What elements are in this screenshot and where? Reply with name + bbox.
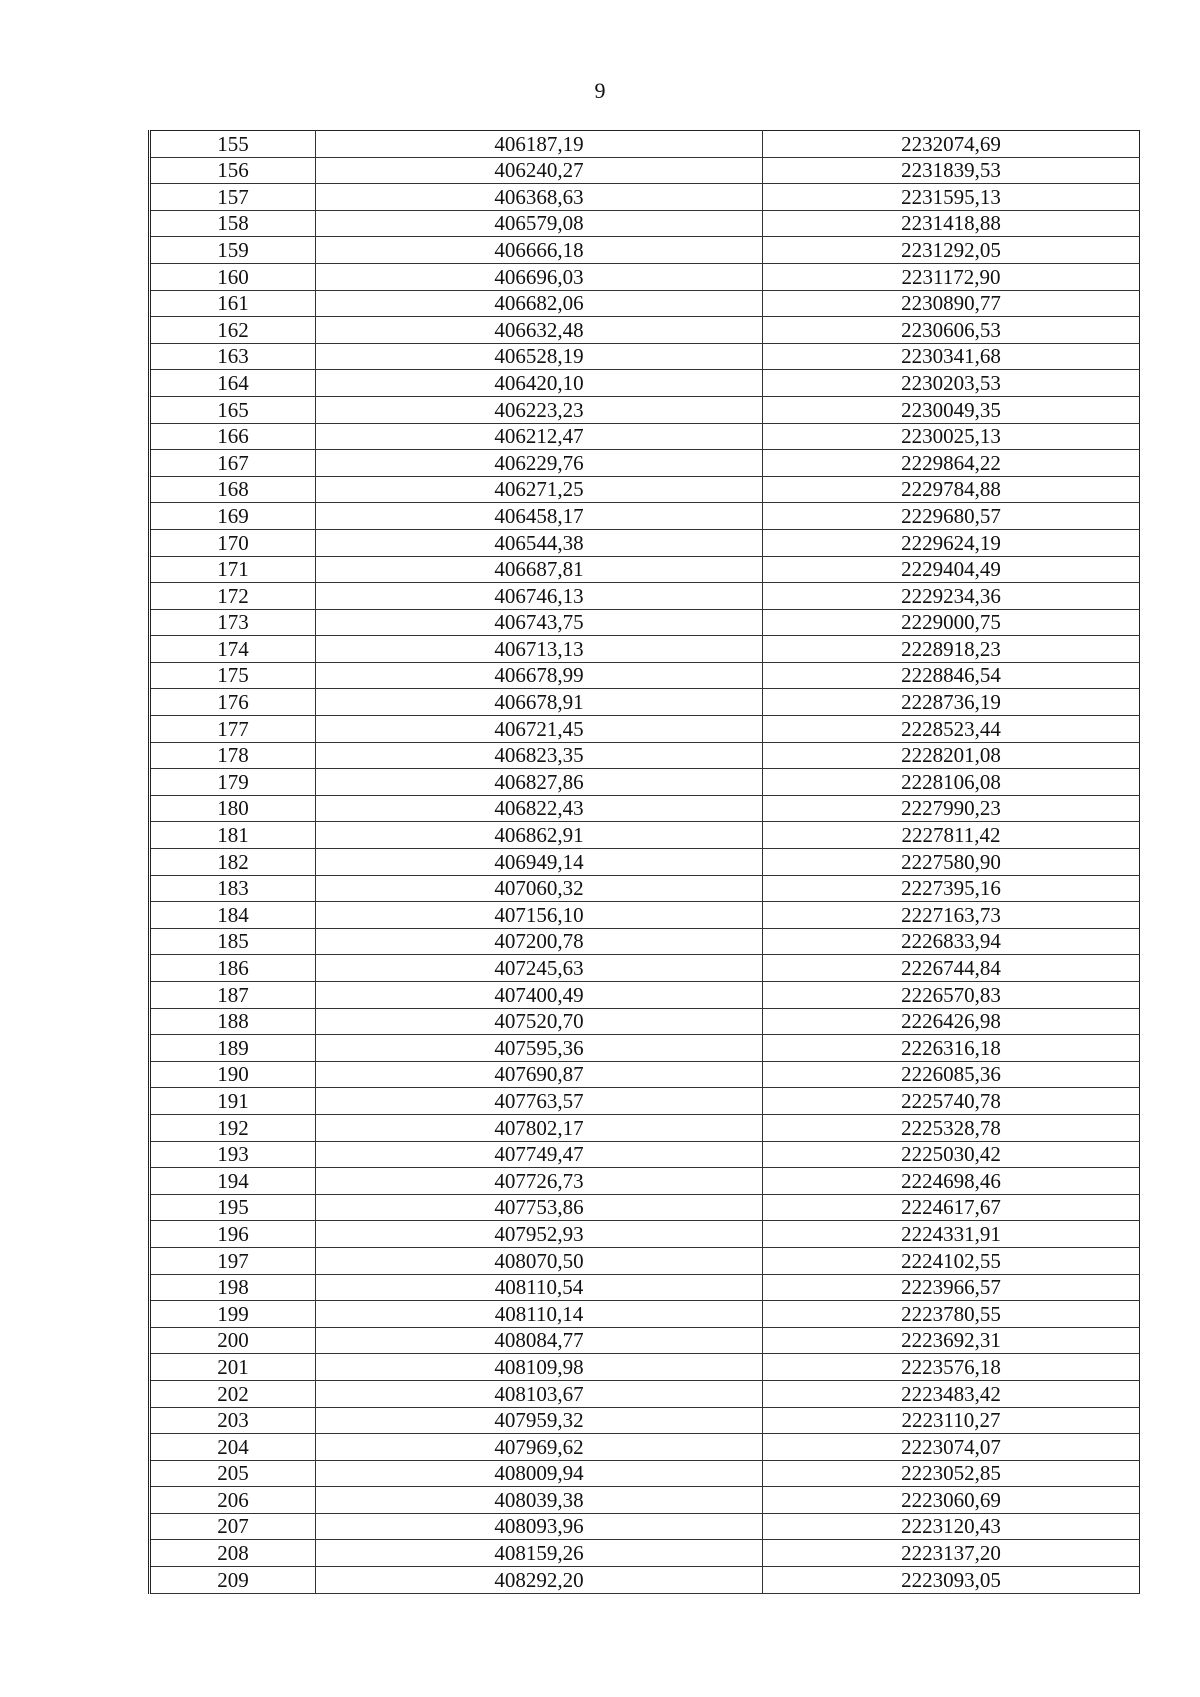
x-coordinate-cell: 407726,73	[316, 1168, 763, 1195]
point-number-cell: 203	[150, 1407, 316, 1434]
x-coordinate-cell: 406212,47	[316, 423, 763, 450]
point-number-cell: 169	[150, 503, 316, 530]
y-coordinate-cell: 2231172,90	[763, 263, 1140, 290]
coordinates-table	[148, 130, 1140, 1594]
y-coordinate-cell: 2223692,31	[763, 1327, 1140, 1354]
point-number-cell: 196	[150, 1221, 316, 1248]
point-number-cell: 158	[150, 210, 316, 237]
point-number-cell: 209	[150, 1567, 316, 1594]
x-coordinate-cell: 406746,13	[316, 583, 763, 610]
y-coordinate-cell: 2223780,55	[763, 1301, 1140, 1328]
point-number-cell: 156	[150, 157, 316, 184]
point-number-cell: 185	[150, 928, 316, 955]
point-number-cell: 179	[150, 769, 316, 796]
point-number-cell: 199	[150, 1301, 316, 1328]
point-number-cell: 186	[150, 955, 316, 982]
table-row	[150, 423, 1140, 450]
table-row	[150, 769, 1140, 796]
x-coordinate-cell: 406682,06	[316, 290, 763, 317]
table-row	[150, 263, 1140, 290]
x-coordinate-cell: 406632,48	[316, 317, 763, 344]
x-coordinate-cell: 406823,35	[316, 742, 763, 769]
table-row	[150, 1247, 1140, 1274]
table-row	[150, 1407, 1140, 1434]
table-row	[150, 290, 1140, 317]
table-row	[150, 396, 1140, 423]
x-coordinate-cell: 406420,10	[316, 370, 763, 397]
y-coordinate-cell: 2226744,84	[763, 955, 1140, 982]
x-coordinate-cell: 406822,43	[316, 795, 763, 822]
table-row	[150, 370, 1140, 397]
y-coordinate-cell: 2223483,42	[763, 1380, 1140, 1407]
point-number-cell: 204	[150, 1434, 316, 1461]
x-coordinate-cell: 406678,99	[316, 662, 763, 689]
point-number-cell: 192	[150, 1114, 316, 1141]
y-coordinate-cell: 2228736,19	[763, 689, 1140, 716]
table-row	[150, 184, 1140, 211]
x-coordinate-cell: 406713,13	[316, 636, 763, 663]
y-coordinate-cell: 2228918,23	[763, 636, 1140, 663]
point-number-cell: 180	[150, 795, 316, 822]
x-coordinate-cell: 407400,49	[316, 982, 763, 1009]
y-coordinate-cell: 2228846,54	[763, 662, 1140, 689]
table-row	[150, 343, 1140, 370]
table-row	[150, 157, 1140, 184]
y-coordinate-cell: 2230341,68	[763, 343, 1140, 370]
table-row	[150, 1035, 1140, 1062]
x-coordinate-cell: 406666,18	[316, 237, 763, 264]
x-coordinate-cell: 407763,57	[316, 1088, 763, 1115]
table-row	[150, 131, 1140, 158]
x-coordinate-cell: 406827,86	[316, 769, 763, 796]
point-number-cell: 191	[150, 1088, 316, 1115]
y-coordinate-cell: 2229234,36	[763, 583, 1140, 610]
y-coordinate-cell: 2231595,13	[763, 184, 1140, 211]
y-coordinate-cell: 2230203,53	[763, 370, 1140, 397]
x-coordinate-cell: 406187,19	[316, 131, 763, 158]
y-coordinate-cell: 2223110,27	[763, 1407, 1140, 1434]
table-row	[150, 662, 1140, 689]
x-coordinate-cell: 406696,03	[316, 263, 763, 290]
table-row	[150, 742, 1140, 769]
point-number-cell: 201	[150, 1354, 316, 1381]
table-row	[150, 1008, 1140, 1035]
table-row	[150, 955, 1140, 982]
x-coordinate-cell: 407595,36	[316, 1035, 763, 1062]
point-number-cell: 202	[150, 1380, 316, 1407]
point-number-cell: 193	[150, 1141, 316, 1168]
x-coordinate-cell: 407952,93	[316, 1221, 763, 1248]
table-row	[150, 476, 1140, 503]
y-coordinate-cell: 2232074,69	[763, 131, 1140, 158]
x-coordinate-cell: 406862,91	[316, 822, 763, 849]
y-coordinate-cell: 2230890,77	[763, 290, 1140, 317]
table-row	[150, 1380, 1140, 1407]
x-coordinate-cell: 406240,27	[316, 157, 763, 184]
x-coordinate-cell: 408103,67	[316, 1380, 763, 1407]
table-row	[150, 237, 1140, 264]
point-number-cell: 189	[150, 1035, 316, 1062]
x-coordinate-cell: 407060,32	[316, 875, 763, 902]
point-number-cell: 176	[150, 689, 316, 716]
point-number-cell: 174	[150, 636, 316, 663]
table-row	[150, 1114, 1140, 1141]
x-coordinate-cell: 408292,20	[316, 1567, 763, 1594]
x-coordinate-cell: 406687,81	[316, 556, 763, 583]
table-row	[150, 689, 1140, 716]
x-coordinate-cell: 406223,23	[316, 396, 763, 423]
x-coordinate-cell: 406743,75	[316, 609, 763, 636]
y-coordinate-cell: 2231292,05	[763, 237, 1140, 264]
x-coordinate-cell: 406229,76	[316, 450, 763, 477]
x-coordinate-cell: 408110,14	[316, 1301, 763, 1328]
table-row	[150, 210, 1140, 237]
point-number-cell: 205	[150, 1460, 316, 1487]
table-row	[150, 1540, 1140, 1567]
table-row	[150, 1301, 1140, 1328]
point-number-cell: 160	[150, 263, 316, 290]
point-number-cell: 175	[150, 662, 316, 689]
table-row	[150, 1061, 1140, 1088]
table-row	[150, 1434, 1140, 1461]
x-coordinate-cell: 407200,78	[316, 928, 763, 955]
table-row	[150, 902, 1140, 929]
point-number-cell: 206	[150, 1487, 316, 1514]
point-number-cell: 168	[150, 476, 316, 503]
x-coordinate-cell: 406528,19	[316, 343, 763, 370]
x-coordinate-cell: 408109,98	[316, 1354, 763, 1381]
table-row	[150, 1168, 1140, 1195]
y-coordinate-cell: 2229680,57	[763, 503, 1140, 530]
point-number-cell: 181	[150, 822, 316, 849]
x-coordinate-cell: 406271,25	[316, 476, 763, 503]
point-number-cell: 166	[150, 423, 316, 450]
x-coordinate-cell: 407959,32	[316, 1407, 763, 1434]
point-number-cell: 198	[150, 1274, 316, 1301]
point-number-cell: 197	[150, 1247, 316, 1274]
point-number-cell: 194	[150, 1168, 316, 1195]
page-number: 9	[594, 78, 606, 103]
point-number-cell: 161	[150, 290, 316, 317]
point-number-cell: 172	[150, 583, 316, 610]
table-row	[150, 982, 1140, 1009]
point-number-cell: 208	[150, 1540, 316, 1567]
x-coordinate-cell: 407245,63	[316, 955, 763, 982]
x-coordinate-cell: 408093,96	[316, 1513, 763, 1540]
point-number-cell: 183	[150, 875, 316, 902]
point-number-cell: 207	[150, 1513, 316, 1540]
x-coordinate-cell: 408009,94	[316, 1460, 763, 1487]
y-coordinate-cell: 2226085,36	[763, 1061, 1140, 1088]
x-coordinate-cell: 408070,50	[316, 1247, 763, 1274]
x-coordinate-cell: 407802,17	[316, 1114, 763, 1141]
table-row	[150, 1194, 1140, 1221]
table-row	[150, 1354, 1140, 1381]
table-row	[150, 1088, 1140, 1115]
point-number-cell: 162	[150, 317, 316, 344]
x-coordinate-cell: 408084,77	[316, 1327, 763, 1354]
x-coordinate-cell: 406678,91	[316, 689, 763, 716]
x-coordinate-cell: 406721,45	[316, 716, 763, 743]
y-coordinate-cell: 2227163,73	[763, 902, 1140, 929]
y-coordinate-cell: 2223074,07	[763, 1434, 1140, 1461]
point-number-cell: 164	[150, 370, 316, 397]
table-row	[150, 1460, 1140, 1487]
point-number-cell: 182	[150, 849, 316, 876]
x-coordinate-cell: 406458,17	[316, 503, 763, 530]
table-row	[150, 795, 1140, 822]
point-number-cell: 167	[150, 450, 316, 477]
y-coordinate-cell: 2225740,78	[763, 1088, 1140, 1115]
y-coordinate-cell: 2227580,90	[763, 849, 1140, 876]
x-coordinate-cell: 407753,86	[316, 1194, 763, 1221]
y-coordinate-cell: 2230025,13	[763, 423, 1140, 450]
x-coordinate-cell: 406368,63	[316, 184, 763, 211]
y-coordinate-cell: 2230049,35	[763, 396, 1140, 423]
table-row	[150, 1274, 1140, 1301]
x-coordinate-cell: 407520,70	[316, 1008, 763, 1035]
point-number-cell: 170	[150, 529, 316, 556]
y-coordinate-cell: 2223137,20	[763, 1540, 1140, 1567]
table-row	[150, 1221, 1140, 1248]
point-number-cell: 188	[150, 1008, 316, 1035]
x-coordinate-cell: 406579,08	[316, 210, 763, 237]
table-row	[150, 928, 1140, 955]
table-row	[150, 716, 1140, 743]
table-row	[150, 450, 1140, 477]
point-number-cell: 171	[150, 556, 316, 583]
y-coordinate-cell: 2226570,83	[763, 982, 1140, 1009]
y-coordinate-cell: 2226316,18	[763, 1035, 1140, 1062]
point-number-cell: 173	[150, 609, 316, 636]
table-row	[150, 1327, 1140, 1354]
table-row	[150, 822, 1140, 849]
point-number-cell: 165	[150, 396, 316, 423]
y-coordinate-cell: 2224331,91	[763, 1221, 1140, 1248]
point-number-cell: 187	[150, 982, 316, 1009]
point-number-cell: 184	[150, 902, 316, 929]
y-coordinate-cell: 2224617,67	[763, 1194, 1140, 1221]
y-coordinate-cell: 2228523,44	[763, 716, 1140, 743]
point-number-cell: 159	[150, 237, 316, 264]
x-coordinate-cell: 408159,26	[316, 1540, 763, 1567]
x-coordinate-cell: 408110,54	[316, 1274, 763, 1301]
table-row	[150, 503, 1140, 530]
x-coordinate-cell: 407156,10	[316, 902, 763, 929]
y-coordinate-cell: 2230606,53	[763, 317, 1140, 344]
y-coordinate-cell: 2223966,57	[763, 1274, 1140, 1301]
y-coordinate-cell: 2226426,98	[763, 1008, 1140, 1035]
y-coordinate-cell: 2227395,16	[763, 875, 1140, 902]
point-number-cell: 177	[150, 716, 316, 743]
table-row	[150, 609, 1140, 636]
x-coordinate-cell: 407749,47	[316, 1141, 763, 1168]
x-coordinate-cell: 407690,87	[316, 1061, 763, 1088]
x-coordinate-cell: 408039,38	[316, 1487, 763, 1514]
point-number-cell: 163	[150, 343, 316, 370]
point-number-cell: 195	[150, 1194, 316, 1221]
y-coordinate-cell: 2223052,85	[763, 1460, 1140, 1487]
y-coordinate-cell: 2228201,08	[763, 742, 1140, 769]
y-coordinate-cell: 2229624,19	[763, 529, 1140, 556]
table-row	[150, 317, 1140, 344]
table-row	[150, 1141, 1140, 1168]
x-coordinate-cell: 406949,14	[316, 849, 763, 876]
y-coordinate-cell: 2229000,75	[763, 609, 1140, 636]
table-row	[150, 529, 1140, 556]
x-coordinate-cell: 406544,38	[316, 529, 763, 556]
point-number-cell: 155	[150, 131, 316, 158]
y-coordinate-cell: 2227811,42	[763, 822, 1140, 849]
y-coordinate-cell: 2229404,49	[763, 556, 1140, 583]
y-coordinate-cell: 2226833,94	[763, 928, 1140, 955]
y-coordinate-cell: 2223120,43	[763, 1513, 1140, 1540]
y-coordinate-cell: 2223576,18	[763, 1354, 1140, 1381]
table-row	[150, 1567, 1140, 1594]
point-number-cell: 157	[150, 184, 316, 211]
y-coordinate-cell: 2223093,05	[763, 1567, 1140, 1594]
table-row	[150, 556, 1140, 583]
table-row	[150, 1487, 1140, 1514]
y-coordinate-cell: 2223060,69	[763, 1487, 1140, 1514]
y-coordinate-cell: 2231839,53	[763, 157, 1140, 184]
y-coordinate-cell: 2227990,23	[763, 795, 1140, 822]
y-coordinate-cell: 2231418,88	[763, 210, 1140, 237]
table-row	[150, 1513, 1140, 1540]
table-row	[150, 636, 1140, 663]
point-number-cell: 190	[150, 1061, 316, 1088]
y-coordinate-cell: 2225328,78	[763, 1114, 1140, 1141]
table-row	[150, 875, 1140, 902]
point-number-cell: 200	[150, 1327, 316, 1354]
y-coordinate-cell: 2229784,88	[763, 476, 1140, 503]
y-coordinate-cell: 2229864,22	[763, 450, 1140, 477]
y-coordinate-cell: 2228106,08	[763, 769, 1140, 796]
point-number-cell: 178	[150, 742, 316, 769]
y-coordinate-cell: 2224698,46	[763, 1168, 1140, 1195]
y-coordinate-cell: 2225030,42	[763, 1141, 1140, 1168]
table-row	[150, 849, 1140, 876]
y-coordinate-cell: 2224102,55	[763, 1247, 1140, 1274]
table-row	[150, 583, 1140, 610]
x-coordinate-cell: 407969,62	[316, 1434, 763, 1461]
table-body	[150, 131, 1140, 1594]
